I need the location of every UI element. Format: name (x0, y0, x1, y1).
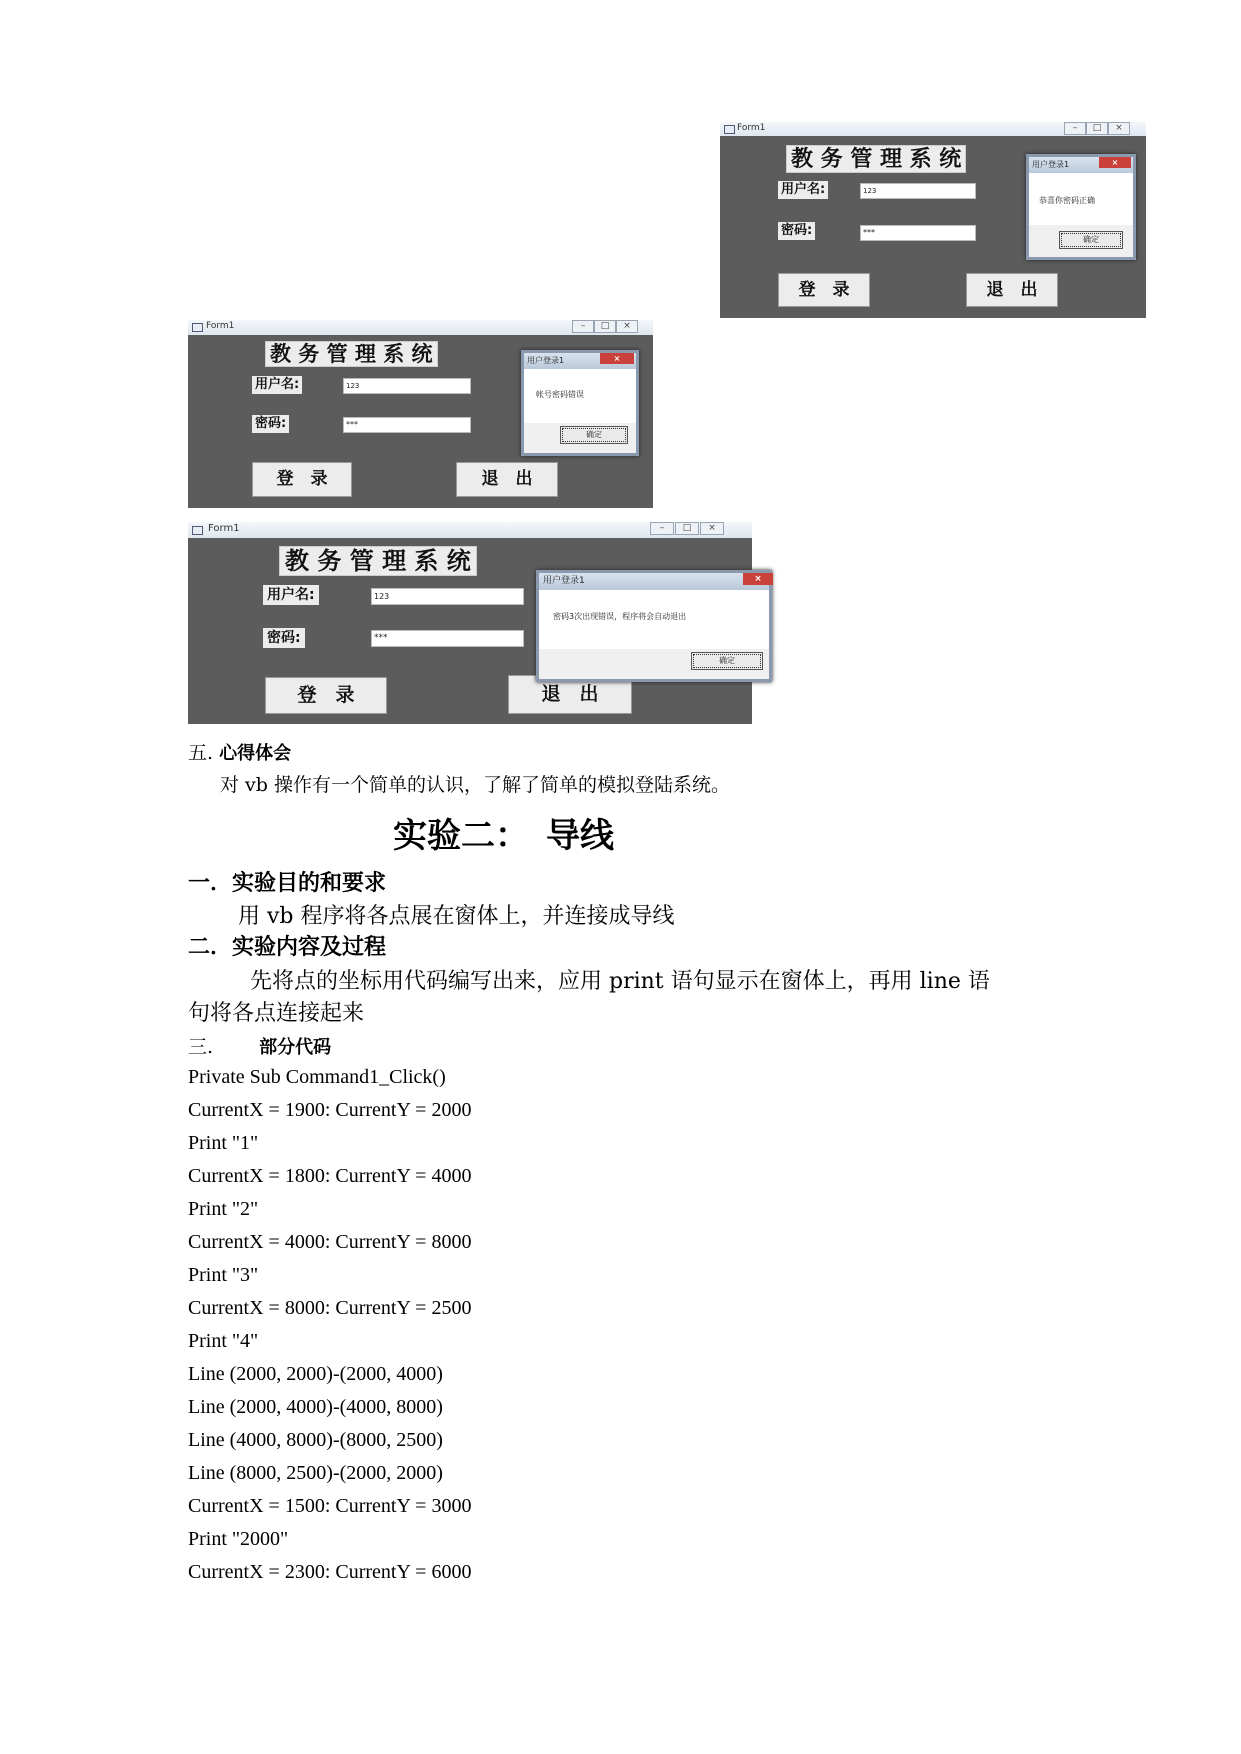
message-dialog (521, 350, 639, 456)
section5-body: 对 vb 操作有一个简单的认识，了解了简单的模拟登陆系统。 (220, 774, 730, 796)
dialog-close-icon[interactable]: × (743, 573, 773, 585)
code-line: Print "2" (188, 1198, 259, 1220)
dialog-ok-button[interactable]: 确定 (1059, 231, 1123, 249)
minimize-button[interactable]: – (572, 320, 594, 333)
dialog-title: 用户登录1 (527, 356, 565, 365)
dialog-ok-button[interactable]: 确定 (691, 652, 763, 670)
maximize-button[interactable]: □ (1086, 122, 1108, 135)
code-line: Line (2000, 2000)-(2000, 4000) (188, 1363, 443, 1385)
maximize-button[interactable]: □ (675, 522, 699, 535)
code-line: Line (2000, 4000)-(4000, 8000) (188, 1396, 443, 1418)
code-heading-number: 三. (188, 1036, 214, 1058)
username-input[interactable]: 123 (860, 183, 976, 199)
close-button[interactable]: × (700, 522, 724, 535)
username-label: 用户名: (778, 181, 828, 199)
password-input[interactable]: *** (343, 417, 471, 433)
dialog-title: 用户登录1 (543, 576, 585, 586)
form-icon (724, 125, 735, 134)
process-body-line1: 先将点的坐标用代码编写出来，应用 print 语句显示在窗体上，再用 line 语 (250, 969, 990, 994)
dialog-message: 帐号密码错误 (536, 390, 584, 399)
exit-button[interactable]: 退 出 (966, 273, 1058, 307)
process-heading: 二．实验内容及过程 (188, 935, 387, 960)
username-label: 用户名: (263, 585, 319, 605)
code-line: Print "2000" (188, 1528, 289, 1550)
form-screenshot-three-failures (188, 522, 762, 724)
close-button[interactable]: × (1108, 122, 1130, 135)
section5-heading (188, 738, 291, 765)
minimize-button[interactable]: – (1064, 122, 1086, 135)
password-input[interactable]: *** (371, 630, 524, 647)
maximize-button[interactable]: □ (594, 320, 616, 333)
experiment2-title: 实验二： 导线 (393, 816, 614, 856)
dialog-ok-button[interactable]: 确定 (560, 426, 628, 444)
username-label: 用户名: (252, 376, 302, 394)
objective-body: 用 vb 程序将各点展在窗体上，并连接成导线 (238, 904, 675, 929)
message-dialog (536, 570, 772, 682)
exit-button[interactable]: 退 出 (508, 675, 632, 714)
window-title: Form1 (206, 321, 235, 331)
code-line: CurrentX = 1500: CurrentY = 3000 (188, 1495, 472, 1517)
password-label: 密码: (263, 628, 305, 648)
dialog-message: 密码3次出现错误，程序将会自动退出 (553, 612, 687, 621)
username-input[interactable]: 123 (343, 378, 471, 394)
system-title: 教 务 管 理 系 统 (786, 145, 966, 173)
password-label: 密码: (778, 222, 815, 240)
code-line: CurrentX = 1800: CurrentY = 4000 (188, 1165, 472, 1187)
code-line: CurrentX = 4000: CurrentY = 8000 (188, 1231, 472, 1253)
code-line: Print "3" (188, 1264, 259, 1286)
code-line: CurrentX = 2300: CurrentY = 6000 (188, 1561, 472, 1583)
dialog-title: 用户登录1 (1032, 160, 1070, 169)
exit-button[interactable]: 退 出 (456, 462, 558, 497)
close-button[interactable]: × (616, 320, 638, 333)
code-line: Line (4000, 8000)-(8000, 2500) (188, 1429, 443, 1451)
system-title: 教 务 管 理 系 统 (265, 341, 438, 367)
window-title: Form1 (737, 123, 766, 133)
process-body-line2: 句将各点连接起来 (188, 1001, 365, 1026)
code-heading-title: 部分代码 (259, 1037, 332, 1058)
form-icon (192, 323, 203, 332)
form-screenshot-success (720, 122, 1146, 318)
form-screenshot-wrong-password (188, 320, 653, 508)
password-input[interactable]: *** (860, 225, 976, 241)
login-button[interactable]: 登 录 (778, 273, 870, 307)
username-input[interactable]: 123 (371, 588, 524, 605)
section5-number: 五. (188, 742, 214, 764)
window-title: Form1 (208, 523, 240, 534)
dialog-titlebar (539, 573, 769, 590)
code-line: Print "1" (188, 1132, 259, 1154)
login-button[interactable]: 登 录 (252, 462, 352, 497)
code-line: CurrentX = 8000: CurrentY = 2500 (188, 1297, 472, 1319)
code-line: Print "4" (188, 1330, 259, 1352)
dialog-message: 恭喜你密码正确 (1039, 196, 1095, 205)
code-heading (188, 1032, 331, 1059)
dialog-close-icon[interactable]: × (1099, 157, 1131, 168)
objective-heading: 一．实验目的和要求 (188, 871, 387, 896)
message-dialog (1026, 154, 1136, 260)
login-button[interactable]: 登 录 (265, 677, 387, 714)
minimize-button[interactable]: – (650, 522, 674, 535)
form-icon (192, 526, 203, 535)
section5-title: 心得体会 (219, 743, 292, 764)
password-label: 密码: (252, 415, 289, 433)
code-line: Private Sub Command1_Click() (188, 1066, 446, 1088)
code-line: Line (8000, 2500)-(2000, 2000) (188, 1462, 443, 1484)
system-title: 教 务 管 理 系 统 (279, 546, 477, 576)
code-line: CurrentX = 1900: CurrentY = 2000 (188, 1099, 472, 1121)
dialog-close-icon[interactable]: × (600, 353, 634, 364)
